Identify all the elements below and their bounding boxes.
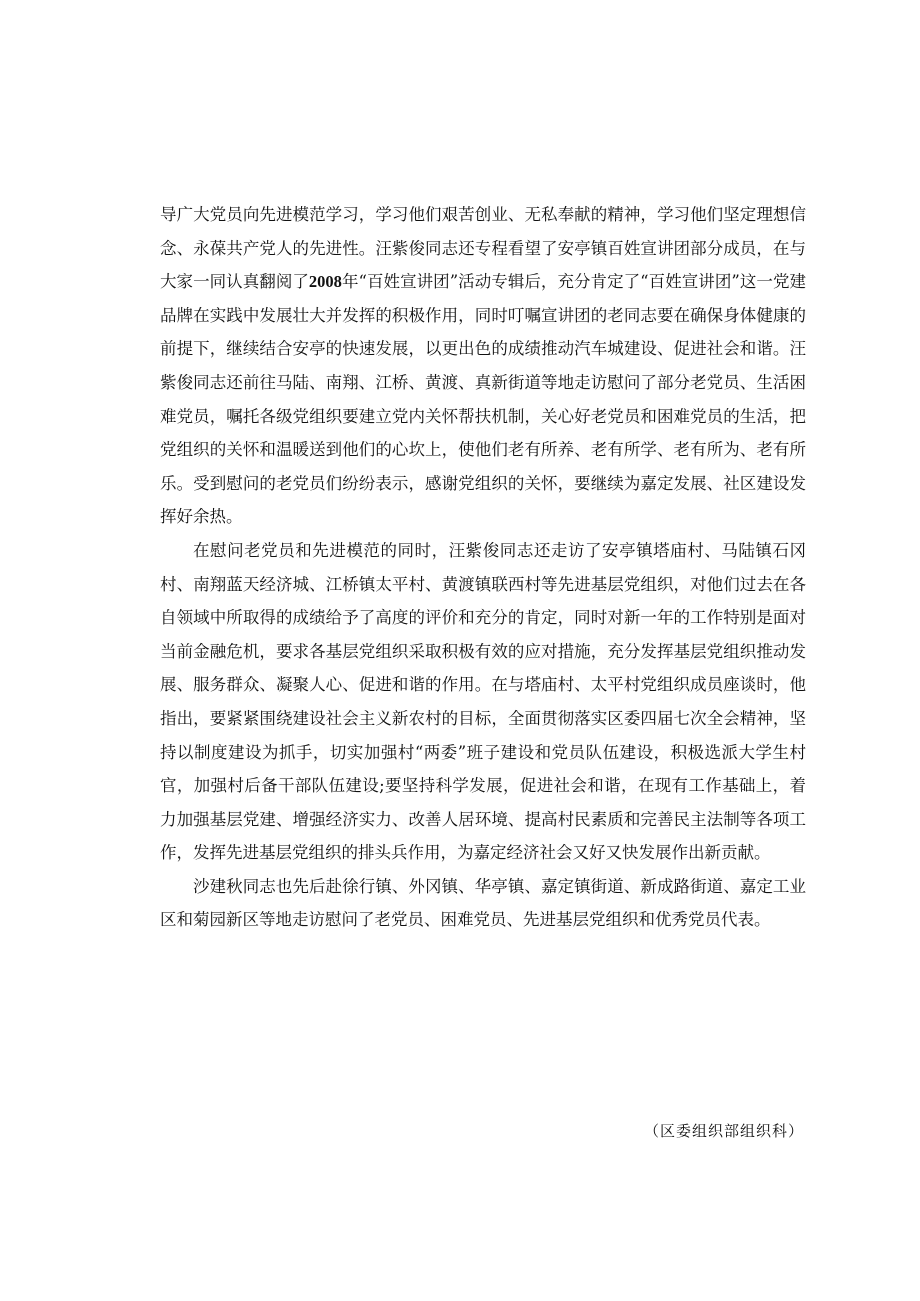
paragraph-1-text-before: 导广大党员向先进模范学习，学习他们艰苦创业、无私奉献的精神，学习他们坚定理想信念、永葆共产党人的先进性。汪紫俊同志还专程看望了安亭镇百姓宣讲团部分成员，在与大家一同认真翻阅了	[160, 205, 806, 292]
paragraph-2: 在慰问老党员和先进模范的同时，汪紫俊同志还走访了安亭镇塔庙村、马陆镇石冈村、南翔蓝天经济城、江桥镇太平村、黄渡镇联西村等先进基层党组织，对他们过去在各自领域中所取得的成绩给予了高度的评价和充分的肯定，同时对新一年的工作特别是面对当前金融危机，要求各基层党组织采取积极有效的应对措施，充分发挥基层党组织推动发展、服务群众、凝聚人心、促进和谐的作用。在与塔庙村、太平村党组织成员座谈时，他指出，要紧紧围绕建设社会主义新农村的目标，全面贯彻落实区委四届七次全会精神，坚持以制度建设为抓手，切实加强村“两委”班子建设和党员队伍建设，积极选派大学生村官，加强村后备干部队伍建设;要坚持科学发展，促进社会和谐，在现有工作基础上，着力加强基层党建、增强经济实力、改善人居环境、提高村民素质和完善民主法制等各项工作，发挥先进基层党组织的排头兵作用，为嘉定经济社会又好又快发展作出新贡献。	[160, 540, 806, 863]
year-bold: 2008	[308, 272, 342, 292]
paragraph-1-text-after: 年“百姓宣讲团”活动专辑后，充分肯定了“百姓宣讲团”这一党建品牌在实践中发展壮大并发挥的积极作用，同时叮嘱宣讲团的老同志要在确保身体健康的前提下，继续结合安亭的快速发展，以更出色的成绩推动汽车城建设、促进社会和谐。汪紫俊同志还前往马陆、南翔、江桥、黄渡、真新街道等地走访慰问了部分老党员、生活困难党员，嘱托各级党组织要建立党内关怀帮扶机制，关心好老党员和困难党员的生活，把党组织的关怀和温暖送到他们的心坎上，使他们老有所养、老有所学、老有所为、老有所乐。受到慰问的老党员们纷纷表示，感谢党组织的关怀，要继续为嘉定发展、社区建设发挥好余热。	[160, 272, 806, 527]
paragraph-3: 沙建秋同志也先后赴徐行镇、外冈镇、华亭镇、嘉定镇街道、新成路街道、嘉定工业区和菊园新区等地走访慰问了老党员、困难党员、先进基层党组织和优秀党员代表。	[160, 876, 806, 930]
source-signature: （区委组织部组织科）	[643, 1122, 804, 1140]
article-body	[160, 198, 806, 937]
paragraph-1	[160, 198, 806, 534]
